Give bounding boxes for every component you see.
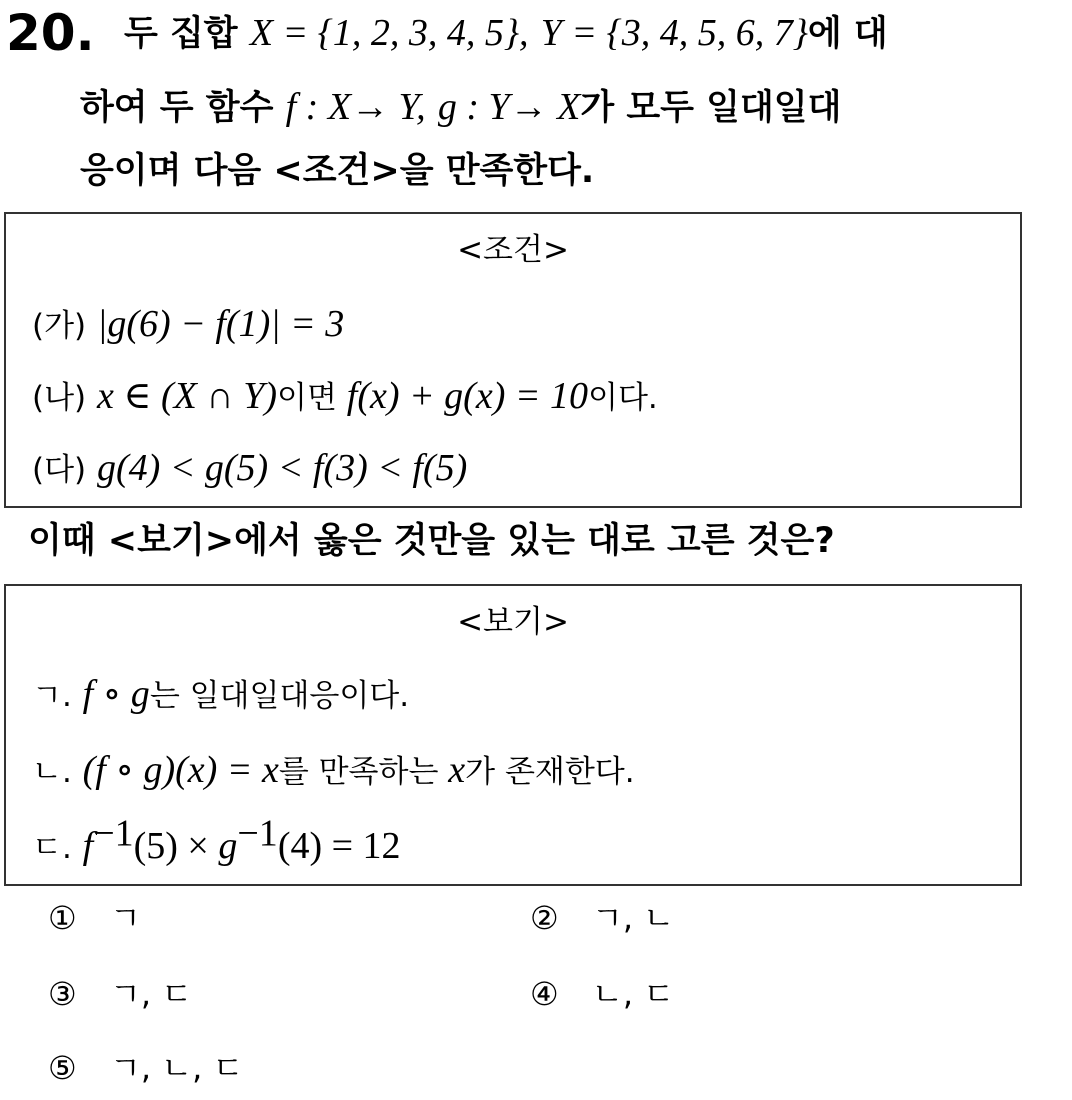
choice-number: ④	[530, 975, 559, 1013]
choice-number: ③	[48, 975, 77, 1013]
view-text: 를 만족하는	[278, 754, 449, 790]
choice-text: ㄱ	[110, 899, 141, 937]
view-expression: (f ∘ g)(x) = x	[82, 749, 279, 791]
condition-label: (나)	[32, 380, 87, 416]
question-number: 20.	[6, 4, 95, 62]
set-x-definition: X = {1, 2, 3, 4, 5},	[249, 12, 529, 54]
view-text: 가 존재한다.	[465, 754, 635, 790]
choice-4[interactable]	[530, 972, 674, 1016]
choice-number: ①	[48, 899, 77, 937]
choice-text: ㄱ, ㄴ, ㄷ	[110, 1049, 244, 1087]
question-line-3: 응이며 다음 <조건>을 만족한다.	[80, 151, 595, 191]
view-item-giyeok	[32, 672, 409, 718]
condition-expression: g(4) < g(5) < f(3) < f(5)	[96, 447, 468, 489]
conditions-box	[4, 212, 1022, 508]
view-text: 는 일대일대응이다.	[149, 678, 410, 714]
choice-text: ㄱ, ㄷ	[110, 975, 193, 1013]
choice-2[interactable]	[530, 896, 674, 940]
choice-1[interactable]	[48, 896, 141, 940]
condition-na	[32, 374, 658, 420]
question-line-2	[80, 82, 841, 133]
view-expression: x	[448, 749, 466, 791]
view-expression: f	[82, 825, 94, 867]
condition-expression: |g(6) − f(1)| = 3	[96, 303, 345, 345]
view-expression: f ∘ g	[82, 673, 150, 715]
condition-text: 이면	[277, 380, 347, 416]
choice-3[interactable]	[48, 972, 192, 1016]
view-expression: (4) = 12	[277, 825, 401, 867]
view-item-nieun	[32, 748, 635, 794]
choice-number: ②	[530, 899, 559, 937]
choice-5[interactable]	[48, 1046, 243, 1090]
inverse-exponent: −1	[237, 812, 278, 855]
function-g-definition: g : Y→ X	[437, 86, 581, 128]
condition-label: (가)	[32, 308, 87, 344]
condition-expression: x ∈ (X ∩ Y)	[96, 375, 278, 417]
view-label: ㄷ.	[32, 830, 72, 866]
condition-ga	[32, 302, 344, 348]
question-text: 두 집합	[124, 14, 250, 54]
view-box	[4, 584, 1022, 886]
view-title: <보기>	[457, 604, 569, 640]
choice-text: ㄴ, ㄷ	[592, 975, 675, 1013]
function-f-definition: f : X→ Y,	[285, 86, 426, 128]
view-expression: (5) ×	[133, 825, 219, 867]
condition-text: 이다.	[588, 380, 658, 416]
choice-text: ㄱ, ㄴ	[592, 899, 675, 937]
conditions-title: <조건>	[457, 232, 569, 268]
question-text: 에 대	[807, 14, 888, 54]
set-y-definition: Y = {3, 4, 5, 6, 7}	[540, 12, 808, 54]
view-label: ㄴ.	[32, 754, 72, 790]
condition-da	[32, 446, 467, 492]
inverse-exponent: −1	[93, 812, 134, 855]
question-prompt: 이때 <보기>에서 옳은 것만을 있는 대로 고른 것은?	[28, 521, 835, 561]
condition-expression: f(x) + g(x) = 10	[346, 375, 588, 417]
view-item-digeut	[32, 812, 401, 870]
view-expression: g	[218, 825, 238, 867]
choice-number: ⑤	[48, 1049, 77, 1087]
view-label: ㄱ.	[32, 678, 72, 714]
question-text: 하여 두 함수	[80, 88, 286, 128]
question-text: 가 모두 일대일대	[580, 88, 842, 128]
question-line-1	[124, 8, 888, 59]
condition-label: (다)	[32, 452, 87, 488]
